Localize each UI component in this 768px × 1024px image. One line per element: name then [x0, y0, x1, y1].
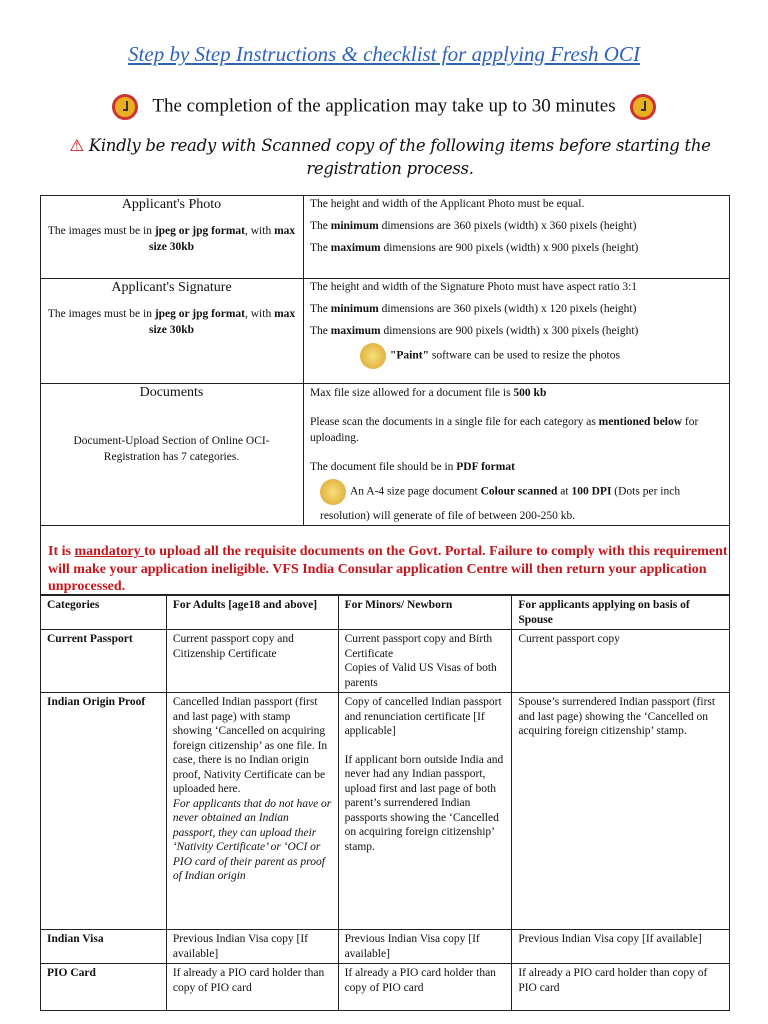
table-row: Indian Origin Proof Cancelled Indian passport (first and last page) with stamp showing ‘Cancelled on acquiring foreign citizenship’ as one file. In case, there is no Indian origin proof, Nativity Certificate can be uploaded here. For applicants that do not have or never obtained an Indian passport, they can upload their ‘Nativity Certificate’ or ‘OCI or PIO card of their parent as proof of Indian origin Copy of cancelled Indian passport and renunciation certificate [If applicable] If applicant born outside India and never had any Indian passport, upload first and last page of both parent’s surrendered Indian passports showing the ‘Cancelled on acquiring foreign citizenship’ stamp. Spouse’s surrendered Indian passport (first and last page) showing the ‘Cancelled on acquiring foreign citizenship’ stamp. — [41, 693, 730, 930]
signature-requirements: The height and width of the Signature Photo must have aspect ratio 3:1 The minimum dimensions are 360 pixels (width) x 120 pixels (height) The maximum dimensions are 900 pixels (width) x 300 pixels (height) "Paint" software can be used to resize the photos — [310, 279, 728, 369]
document-categories-table — [40, 595, 730, 1011]
photo-section: Applicant's Photo The images must be in jpeg or jpg format, with max size 30kb — [47, 197, 296, 253]
table-row: PIO Card If already a PIO card holder than copy of PIO card If already a PIO card holder than copy of PIO card If already a PIO card holder than copy of PIO card — [41, 964, 730, 1011]
warning-note: ⚠ Kindly be ready with Scanned copy of the following items before starting the registration process. — [69, 136, 711, 178]
signature-section: Applicant's Signature The images must be in jpeg or jpg format, with max size 30kb — [47, 280, 296, 336]
warning-icon: ⚠ — [69, 136, 84, 155]
documents-requirements: Max file size allowed for a document file is 500 kb Please scan the documents in a single file for each category as mentioned below for uploading. The document file should be in PDF format An A-4 size page document Colour scanned at 100 DPI (Dots per inch resolution) will generate of file of between 200-250 kb. — [310, 387, 699, 522]
tip-bulb-icon — [360, 343, 386, 369]
alarm-clock-icon — [112, 94, 138, 120]
mandatory-notice: It is mandatory to upload all the requisite documents on the Govt. Portal. Failure to comply with this requirement will make your application ineligible. VFS India Consular application Centre will then return your application unprocessed. — [48, 544, 728, 594]
table-header-row: Categories For Adults [age18 and above] For Minors/ Newborn For applicants applying on basis of Spouse — [41, 596, 730, 630]
photo-requirements: The height and width of the Applicant Photo must be equal. The minimum dimensions are 360 pixels (width) x 360 pixels (height) The maximum dimensions are 900 pixels (width) x 900 pixels (height) — [310, 198, 639, 254]
alarm-clock-icon — [630, 94, 656, 120]
table-row: Indian Visa Previous Indian Visa copy [If available] Previous Indian Visa copy [If available] Previous Indian Visa copy [If available] — [41, 930, 730, 964]
page-title: Step by Step Instructions & checklist for applying Fresh OCI — [128, 42, 640, 66]
documents-section: Documents Document-Upload Section of Online OCI-Registration has 7 categories. — [73, 385, 270, 463]
subtitle: The completion of the application may take up to 30 minutes — [0, 94, 768, 120]
tip-bulb-icon — [320, 479, 346, 505]
table-row: Current Passport Current passport copy and Citizenship Certificate Current passport copy and Birth Certificate Copies of Valid US Visas of both parents Current passport copy — [41, 630, 730, 693]
